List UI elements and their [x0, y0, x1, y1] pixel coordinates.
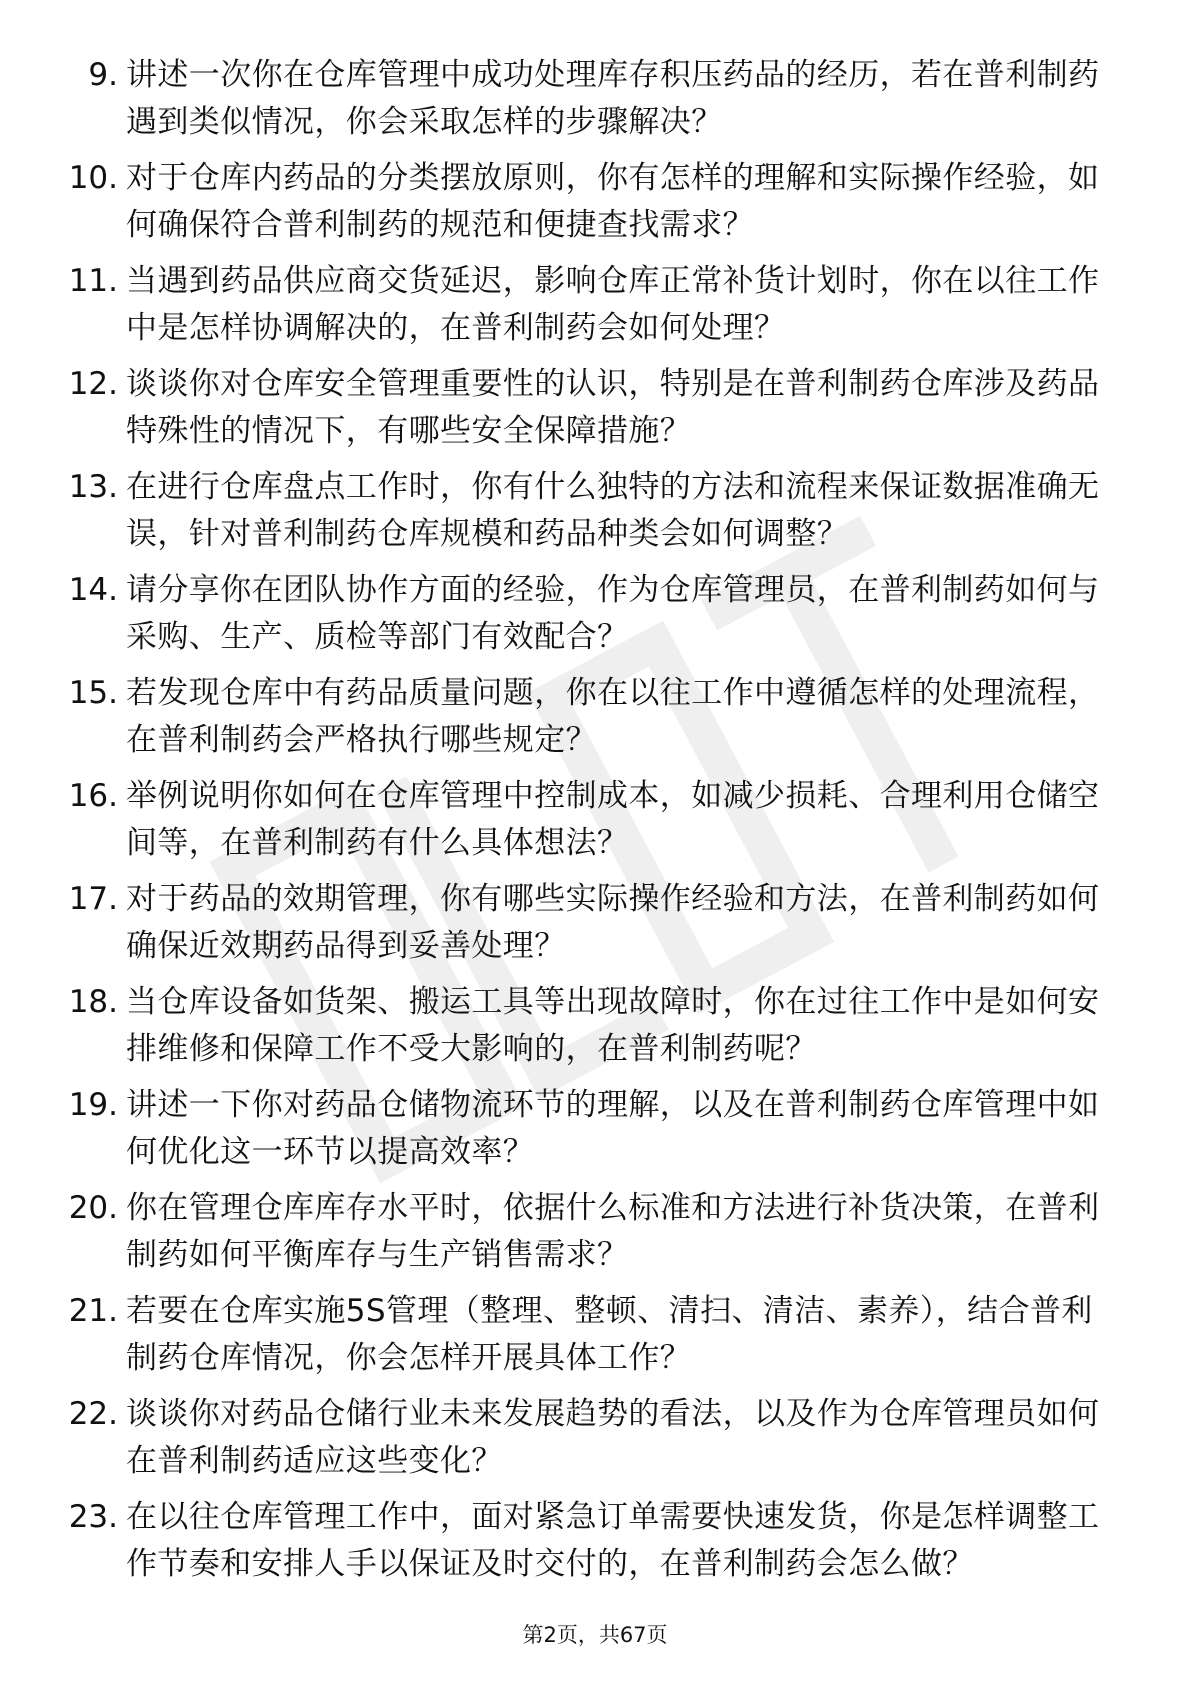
question-number: 16. — [68, 778, 118, 814]
question-text: 讲述一次你在仓库管理中成功处理库存积压药品的经历，若在普利制药遇到类似情况，你会采取怎样的步骤解决？ — [126, 57, 1100, 140]
question-item — [0, 1288, 1190, 1391]
question-number: 14. — [68, 572, 118, 608]
question-item — [0, 979, 1190, 1082]
question-item — [0, 361, 1190, 464]
question-text: 你在管理仓库库存水平时，依据什么标准和方法进行补货决策，在普利制药如何平衡库存与生产销售需求？ — [126, 1190, 1100, 1273]
question-number: 9. — [88, 57, 118, 93]
question-text: 对于药品的效期管理，你有哪些实际操作经验和方法，在普利制药如何确保近效期药品得到妥善处理？ — [126, 881, 1100, 964]
question-item — [0, 155, 1190, 258]
question-item — [0, 670, 1190, 773]
question-text: 举例说明你如何在仓库管理中控制成本，如减少损耗、合理利用仓储空间等，在普利制药有什么具体想法？ — [126, 778, 1100, 861]
question-text: 当仓库设备如货架、搬运工具等出现故障时，你在过往工作中是如何安排维修和保障工作不受大影响的，在普利制药呢？ — [126, 984, 1100, 1067]
question-item — [0, 567, 1190, 670]
question-text: 在进行仓库盘点工作时，你有什么独特的方法和流程来保证数据准确无误，针对普利制药仓库规模和药品种类会如何调整？ — [126, 469, 1100, 552]
question-text: 讲述一下你对药品仓储物流环节的理解，以及在普利制药仓库管理中如何优化这一环节以提高效率？ — [126, 1087, 1100, 1170]
question-item — [0, 464, 1190, 567]
question-number: 18. — [68, 984, 118, 1020]
question-number: 19. — [68, 1087, 118, 1123]
page-footer — [0, 1620, 1190, 1650]
question-item — [0, 258, 1190, 361]
question-item — [0, 773, 1190, 876]
question-item — [0, 1082, 1190, 1185]
question-text: 请分享你在团队协作方面的经验，作为仓库管理员，在普利制药如何与采购、生产、质检等部门有效配合？ — [126, 572, 1100, 655]
question-number: 17. — [68, 881, 118, 917]
question-number: 15. — [68, 675, 118, 711]
question-number: 20. — [68, 1190, 118, 1226]
question-number: 22. — [68, 1396, 118, 1432]
question-number: 21. — [68, 1293, 118, 1329]
question-number: 10. — [68, 160, 118, 196]
page-number-label: 第2页，共67页 — [522, 1623, 668, 1647]
question-text: 对于仓库内药品的分类摆放原则，你有怎样的理解和实际操作经验，如何确保符合普利制药的规范和便捷查找需求？ — [126, 160, 1100, 243]
question-text: 谈谈你对仓库安全管理重要性的认识，特别是在普利制药仓库涉及药品特殊性的情况下，有哪些安全保障措施？ — [126, 366, 1100, 449]
question-text: 若发现仓库中有药品质量问题，你在以往工作中遵循怎样的处理流程，在普利制药会严格执行哪些规定？ — [126, 675, 1100, 758]
question-item — [0, 1391, 1190, 1494]
question-number: 23. — [68, 1499, 118, 1535]
question-number: 13. — [68, 469, 118, 505]
question-item — [0, 1185, 1190, 1288]
question-number: 11. — [68, 263, 118, 299]
question-number: 12. — [68, 366, 118, 402]
question-text: 若要在仓库实施5S管理（整理、整顿、清扫、清洁、素养），结合普利制药仓库情况，你会怎样开展具体工作？ — [126, 1293, 1093, 1376]
question-text: 当遇到药品供应商交货延迟，影响仓库正常补货计划时，你在以往工作中是怎样协调解决的，在普利制药会如何处理？ — [126, 263, 1100, 346]
question-item — [0, 52, 1190, 155]
question-item — [0, 876, 1190, 979]
question-list — [0, 52, 1190, 1644]
question-text: 在以往仓库管理工作中，面对紧急订单需要快速发货，你是怎样调整工作节奏和安排人手以保证及时交付的，在普利制药会怎么做？ — [126, 1499, 1100, 1582]
question-text: 谈谈你对药品仓储行业未来发展趋势的看法，以及作为仓库管理员如何在普利制药适应这些变化？ — [126, 1396, 1100, 1479]
